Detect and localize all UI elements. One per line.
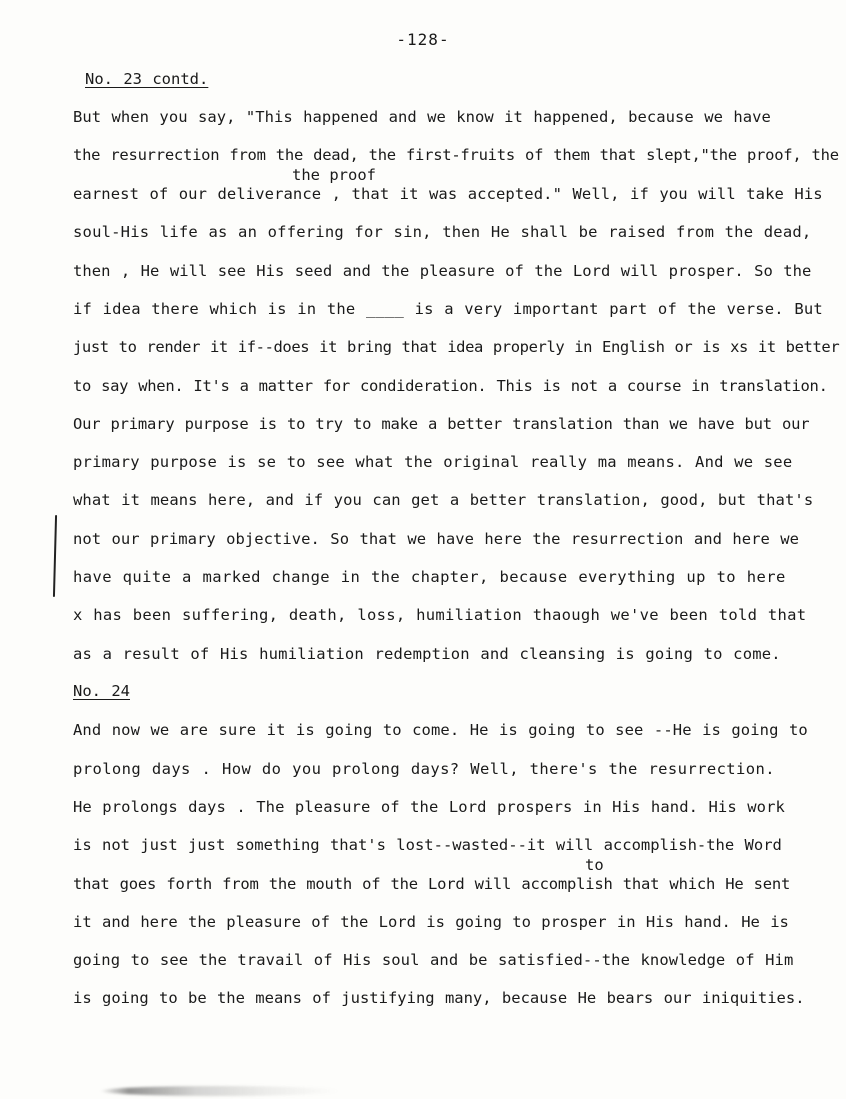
text-line: as a result of His humiliation redemption and cleansing is going to come. [73, 645, 781, 663]
interlinear-insertion: to [585, 856, 604, 874]
interlinear-insertion: the proof [292, 166, 376, 184]
text-line: then , He will see His seed and the pleasure of the Lord will prosper. So the [73, 262, 812, 280]
text-line: if idea there which is in the ____ is a very important part of the verse. But [73, 300, 823, 318]
text-line: prolong days . How do you prolong days? Well, there's the resurrection. [73, 760, 775, 778]
text-line: that goes forth from the mouth of the Lord will accomplish that which He sent [73, 875, 791, 893]
text-line: to say when. It's a matter for condideration. This is not a course in translation. [73, 377, 828, 395]
page-number: -128- [396, 30, 450, 49]
text-line: x has been suffering, death, loss, humiliation thaough we've been told that [73, 606, 807, 624]
text-line: have quite a marked change in the chapter, because everything up to here [73, 568, 786, 586]
text-line: Our primary purpose is to try to make a better translation than we have but our [73, 415, 810, 433]
margin-bracket-mark [53, 515, 57, 597]
text-line: is not just just something that's lost--wasted--it will accomplish-the Word [73, 836, 782, 854]
text-line: soul-His life as an offering for sin, then He shall be raised from the dead, [73, 223, 812, 241]
text-line: primary purpose is se to see what the original really ma means. And we see [73, 453, 793, 471]
section-heading: No. 24 [73, 682, 130, 700]
text-line: not our primary objective. So that we have here the resurrection and here we [73, 530, 800, 548]
text-line: He prolongs days . The pleasure of the Lord prospers in His hand. His work [73, 798, 785, 816]
scan-smudge [100, 1086, 340, 1096]
text-line: But when you say, "This happened and we know it happened, because we have [73, 108, 771, 126]
text-line: is going to be the means of justifying many, because He bears our iniquities. [73, 989, 805, 1007]
text-line: the resurrection from the dead, the first-fruits of them that slept,"the proof, the [73, 146, 839, 164]
text-line: earnest of our deliverance , that it was accepted." Well, if you will take His [73, 185, 823, 203]
text-line: And now we are sure it is going to come. He is going to see --He is going to [73, 721, 808, 739]
text-line: it and here the pleasure of the Lord is going to prosper in His hand. He is [73, 913, 789, 931]
section-heading: No. 23 contd. [85, 70, 209, 88]
text-line: going to see the travail of His soul and be satisfied--the knowledge of Him [73, 951, 794, 969]
text-line: just to render it if--does it bring that idea properly in English or is xs it better [73, 338, 840, 356]
text-line: what it means here, and if you can get a better translation, good, but that's [73, 491, 814, 509]
